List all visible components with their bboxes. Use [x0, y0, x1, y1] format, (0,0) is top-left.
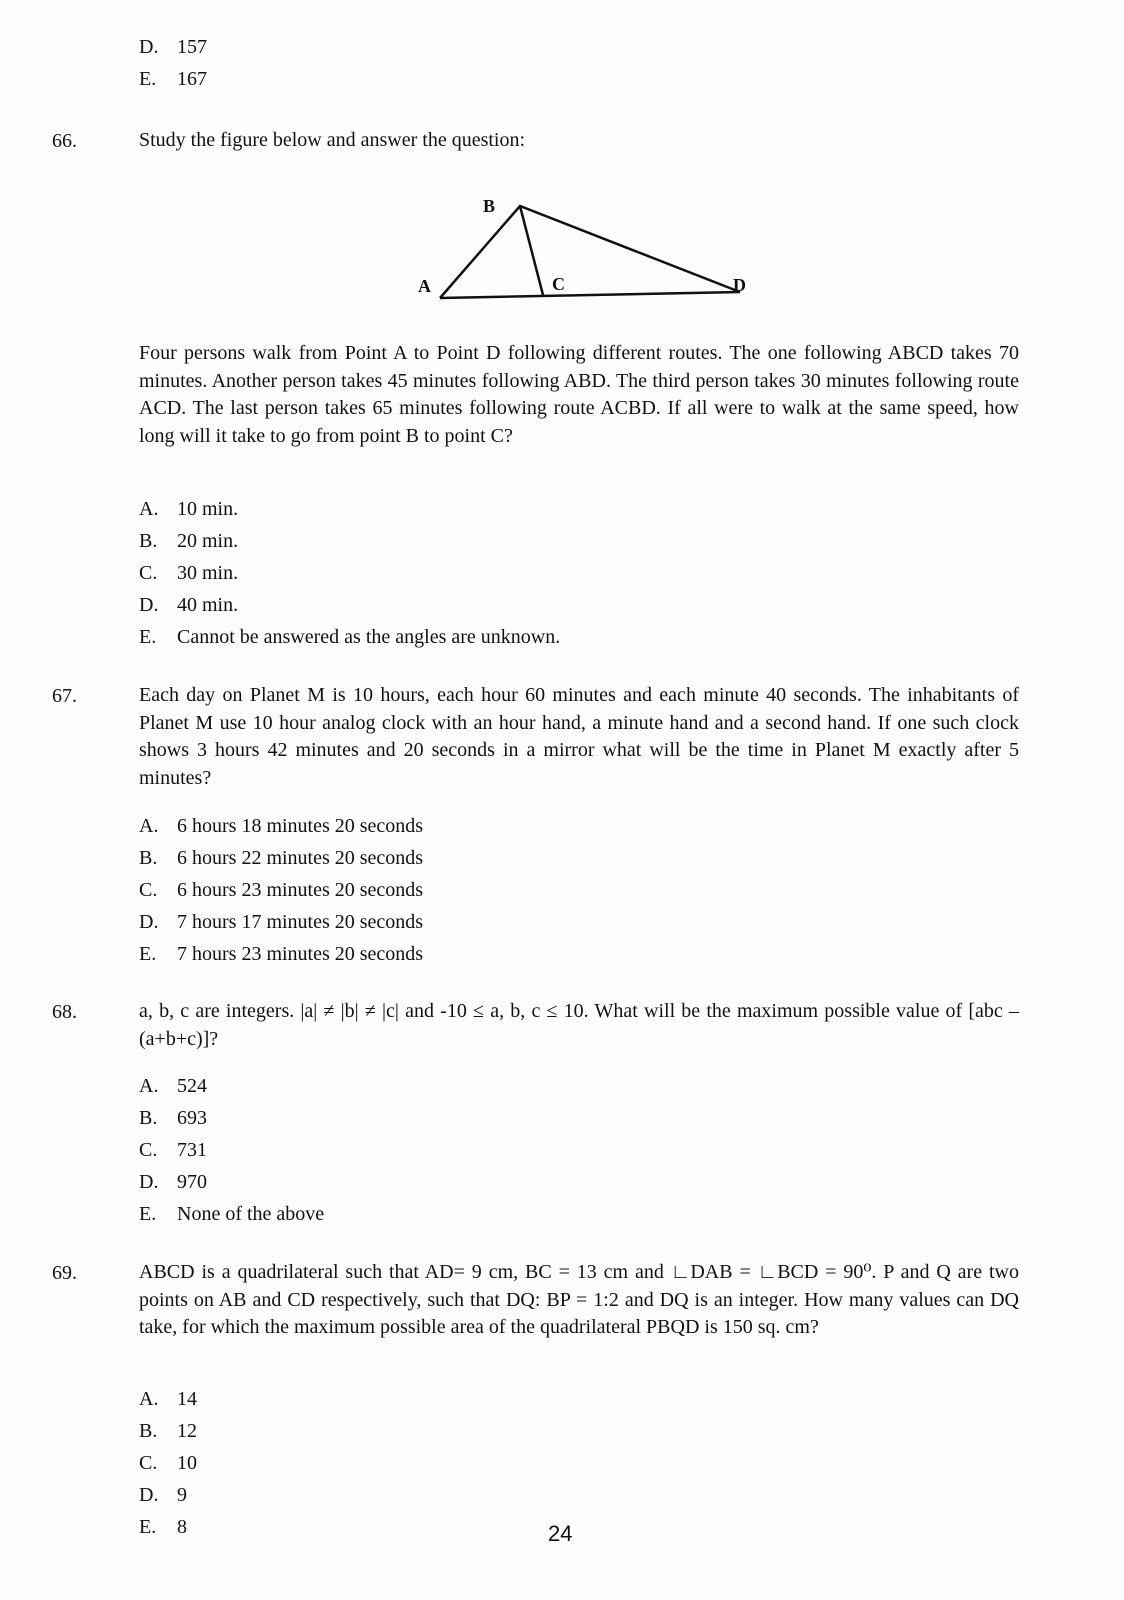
question-number: 69. [52, 1262, 77, 1284]
option-b: B. 12 [139, 1420, 197, 1442]
option-d: D. 40 min. [139, 594, 239, 616]
option-d: D. 157 [139, 36, 207, 58]
option-a: A. 6 hours 18 minutes 20 seconds [139, 815, 424, 837]
label-a: A [418, 276, 431, 296]
option-c: C. 10 [139, 1452, 197, 1474]
option-e: E. None of the above [139, 1203, 325, 1225]
option-c: C. 6 hours 23 minutes 20 seconds [139, 879, 424, 901]
question-number: 67. [52, 685, 77, 707]
question-text: a, b, c are integers. |a| ≠ |b| ≠ |c| and -10 ≤ a, b, c ≤ 10. What will be the maximum possible value of [abc – (a+b+c)]? [139, 1000, 1019, 1050]
option-e: E. Cannot be answered as the angles are unknown. [139, 626, 561, 648]
page-number: 24 [548, 1521, 573, 1546]
option-d: D. 9 [139, 1484, 187, 1506]
question-text: Four persons walk from Point A to Point D following different routes. The one following ABCD takes 70 minutes. Another person takes 45 minutes following ABD. The third person takes 30 minutes following route ACD. The last person takes 65 minutes following route ACBD. If all were to walk at the same speed, how long will it take to go from point B to point C? [139, 342, 1019, 447]
question-intro: Study the figure below and answer the question: [139, 129, 526, 151]
option-b: B. 6 hours 22 minutes 20 seconds [139, 847, 424, 869]
question-text: Each day on Planet M is 10 hours, each hour 60 minutes and each minute 40 seconds. The inhabitants of Planet M use 10 hour analog clock with an hour hand, a minute hand and a second hand. If one such clock shows 3 hours 42 minutes and 20 seconds in a mirror what will be the time in Planet M exactly after 5 minutes? [139, 684, 1019, 789]
label-c: C [552, 274, 565, 294]
label-d: D [733, 275, 746, 295]
option-a: A. 14 [139, 1388, 197, 1410]
question-number: 66. [52, 130, 77, 152]
label-b: B [483, 196, 496, 216]
question-text: ABCD is a quadrilateral such that AD= 9 cm, BC = 13 cm and ∟DAB = ∟BCD = 90⁰. P and Q are two points on AB and CD respectively, such that DQ: BP = 1:2 and DQ is an integer. How many values can DQ take, for which the maximum possible area of the quadrilateral PBQD is 150 sq. cm? [139, 1261, 1019, 1338]
line-bc [520, 206, 543, 295]
option-a: A. 10 min. [139, 498, 239, 520]
option-b: B. 20 min. [139, 530, 239, 552]
question-number: 68. [52, 1001, 77, 1023]
option-e: E. 8 [139, 1516, 187, 1538]
option-c: C. 30 min. [139, 562, 239, 584]
option-e: E. 167 [139, 68, 207, 90]
triangle-figure [400, 190, 760, 305]
option-a: A. 524 [139, 1075, 207, 1097]
option-e: E. 7 hours 23 minutes 20 seconds [139, 943, 424, 965]
option-d: D. 7 hours 17 minutes 20 seconds [139, 911, 424, 933]
option-d: D. 970 [139, 1171, 207, 1193]
triangle-outline [440, 206, 740, 298]
line-ad [440, 292, 740, 298]
option-c: C. 731 [139, 1139, 207, 1161]
option-b: B. 693 [139, 1107, 207, 1129]
